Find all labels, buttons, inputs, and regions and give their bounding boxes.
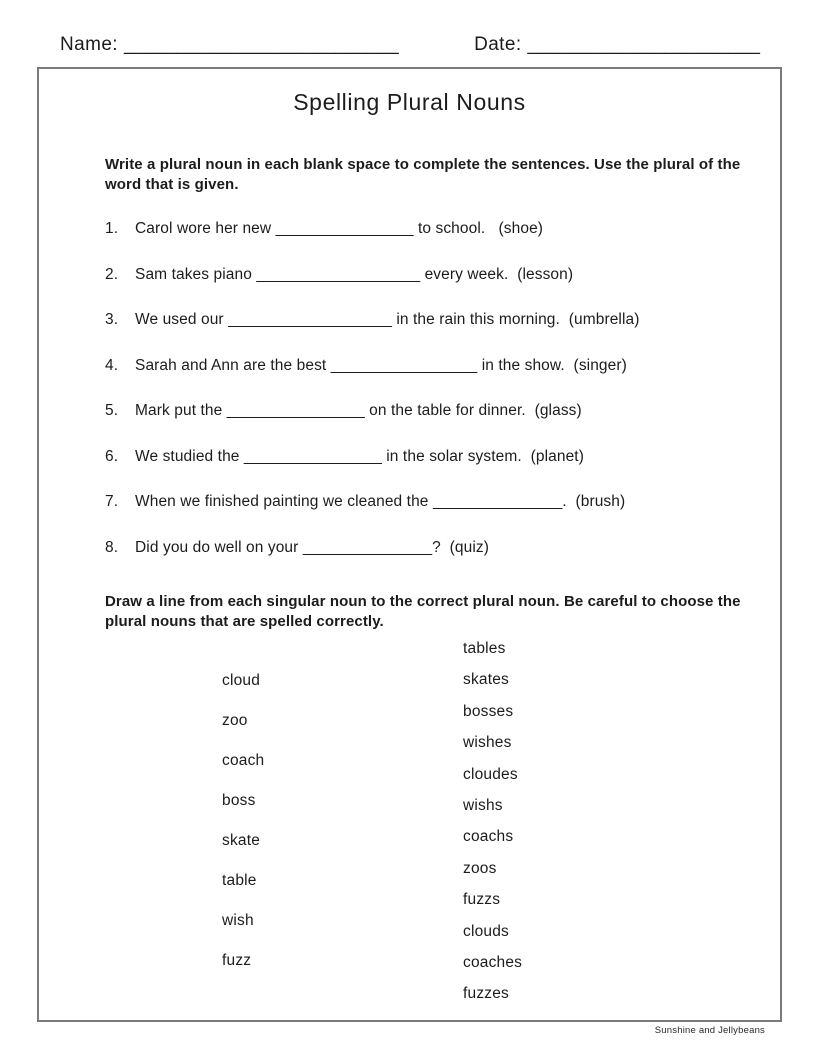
sentence-item-5 (105, 401, 755, 447)
sentence-text-pre: We used our (135, 311, 229, 328)
sentence-text-post: . (brush) (562, 493, 626, 510)
sentence-text-pre: Sam takes piano (135, 265, 257, 283)
plural-word-zoos[interactable]: zoos (463, 859, 497, 877)
sentence-number: 5. (105, 402, 119, 419)
instructions-matching: Draw a line from each singular noun to the correct plural noun. Be careful to choose the plural nouns that are spelled correctly. (105, 593, 741, 630)
date-field-group (474, 34, 760, 56)
sentence-text-pre: When we finished painting we cleaned the (135, 493, 433, 510)
plural-word-cloudes[interactable]: cloudes (463, 765, 518, 783)
sentence-text-pre: Carol wore her new (135, 220, 276, 237)
fill-in-blank[interactable]: ___________________ (256, 265, 421, 283)
sentence-text-pre: Did you do well on your (135, 538, 303, 556)
date-label: Date: (474, 34, 522, 55)
sentence-item-8 (105, 538, 755, 584)
sentence-number: 3. (105, 311, 119, 328)
plural-word-skates[interactable]: skates (463, 671, 509, 689)
sentence-text-post: in the show. (singer) (477, 356, 627, 374)
fill-in-blank[interactable]: _______________ (302, 538, 433, 556)
date-write-line[interactable]: ______________________ (527, 34, 760, 55)
sentence-text-pre: We studied the (135, 447, 244, 465)
name-write-line[interactable]: __________________________ (123, 34, 399, 55)
sentence-number: 8. (105, 538, 119, 556)
sentence-text-post: every week. (lesson) (420, 265, 574, 283)
sentence-item-3 (105, 310, 755, 356)
name-date-header (60, 34, 760, 56)
sentence-text-post: ? (quiz) (432, 538, 490, 556)
sentence-number: 1. (105, 220, 119, 237)
sentence-item-7 (105, 492, 755, 538)
plural-word-bosses[interactable]: bosses (463, 702, 514, 720)
plural-word-wishs[interactable]: wishs (463, 796, 503, 814)
fill-in-blank[interactable]: ___________________ (228, 311, 392, 328)
singular-word-table[interactable]: table (222, 872, 257, 889)
name-field-group (60, 34, 399, 56)
sentence-text-post: on the table for dinner. (glass) (364, 402, 582, 419)
singular-word-wish[interactable]: wish (222, 912, 254, 929)
plural-word-coachs[interactable]: coachs (463, 828, 514, 846)
plural-word-fuzzs[interactable]: fuzzs (463, 891, 501, 909)
singular-word-skate[interactable]: skate (222, 832, 261, 849)
sentence-number: 6. (105, 447, 119, 465)
fill-in-blank[interactable]: ________________ (243, 447, 382, 465)
singular-word-zoo[interactable]: zoo (222, 712, 248, 729)
sentence-text-pre: Sarah and Ann are the best (135, 356, 331, 374)
sentence-text-post: to school. (shoe) (413, 220, 544, 237)
name-label: Name: (60, 34, 118, 55)
plural-word-coaches[interactable]: coaches (463, 953, 523, 971)
singular-word-boss[interactable]: boss (222, 792, 256, 809)
sentence-number: 7. (105, 493, 119, 510)
singular-word-coach[interactable]: coach (222, 752, 265, 769)
sentence-item-2 (105, 265, 755, 311)
sentence-item-1 (105, 219, 755, 265)
plural-word-fuzzes[interactable]: fuzzes (463, 985, 509, 1003)
fill-in-blank[interactable]: _________________ (330, 356, 478, 374)
sentence-text-pre: Mark put the (135, 402, 227, 419)
sentence-item-6 (105, 447, 755, 493)
sentence-number: 4. (105, 356, 119, 374)
fill-in-blank[interactable]: ________________ (226, 402, 365, 419)
fill-in-blank[interactable]: ________________ (275, 220, 414, 237)
sentence-text-post: in the rain this morning. (umbrella) (391, 311, 640, 328)
page-title: Spelling Plural Nouns (293, 89, 526, 115)
plural-word-tables[interactable]: tables (463, 640, 506, 657)
singular-word-cloud[interactable]: cloud (222, 672, 261, 689)
sentence-list (105, 219, 755, 583)
plural-word-wishes[interactable]: wishes (463, 734, 512, 752)
plural-noun-column (463, 640, 522, 1017)
singular-noun-column (222, 671, 264, 991)
fill-in-blank[interactable]: _______________ (432, 493, 563, 510)
sentence-text-post: in the solar system. (planet) (381, 447, 584, 465)
singular-word-fuzz[interactable]: fuzz (222, 952, 252, 969)
instructions-fill-blanks: Write a plural noun in each blank space to complete the sentences. Use the plural of the word that is given. (105, 156, 741, 193)
plural-word-clouds[interactable]: clouds (463, 922, 510, 940)
sentence-item-4 (105, 356, 755, 402)
sentence-number: 2. (105, 265, 119, 283)
publisher-credit: Sunshine and Jellybeans (654, 1025, 765, 1036)
